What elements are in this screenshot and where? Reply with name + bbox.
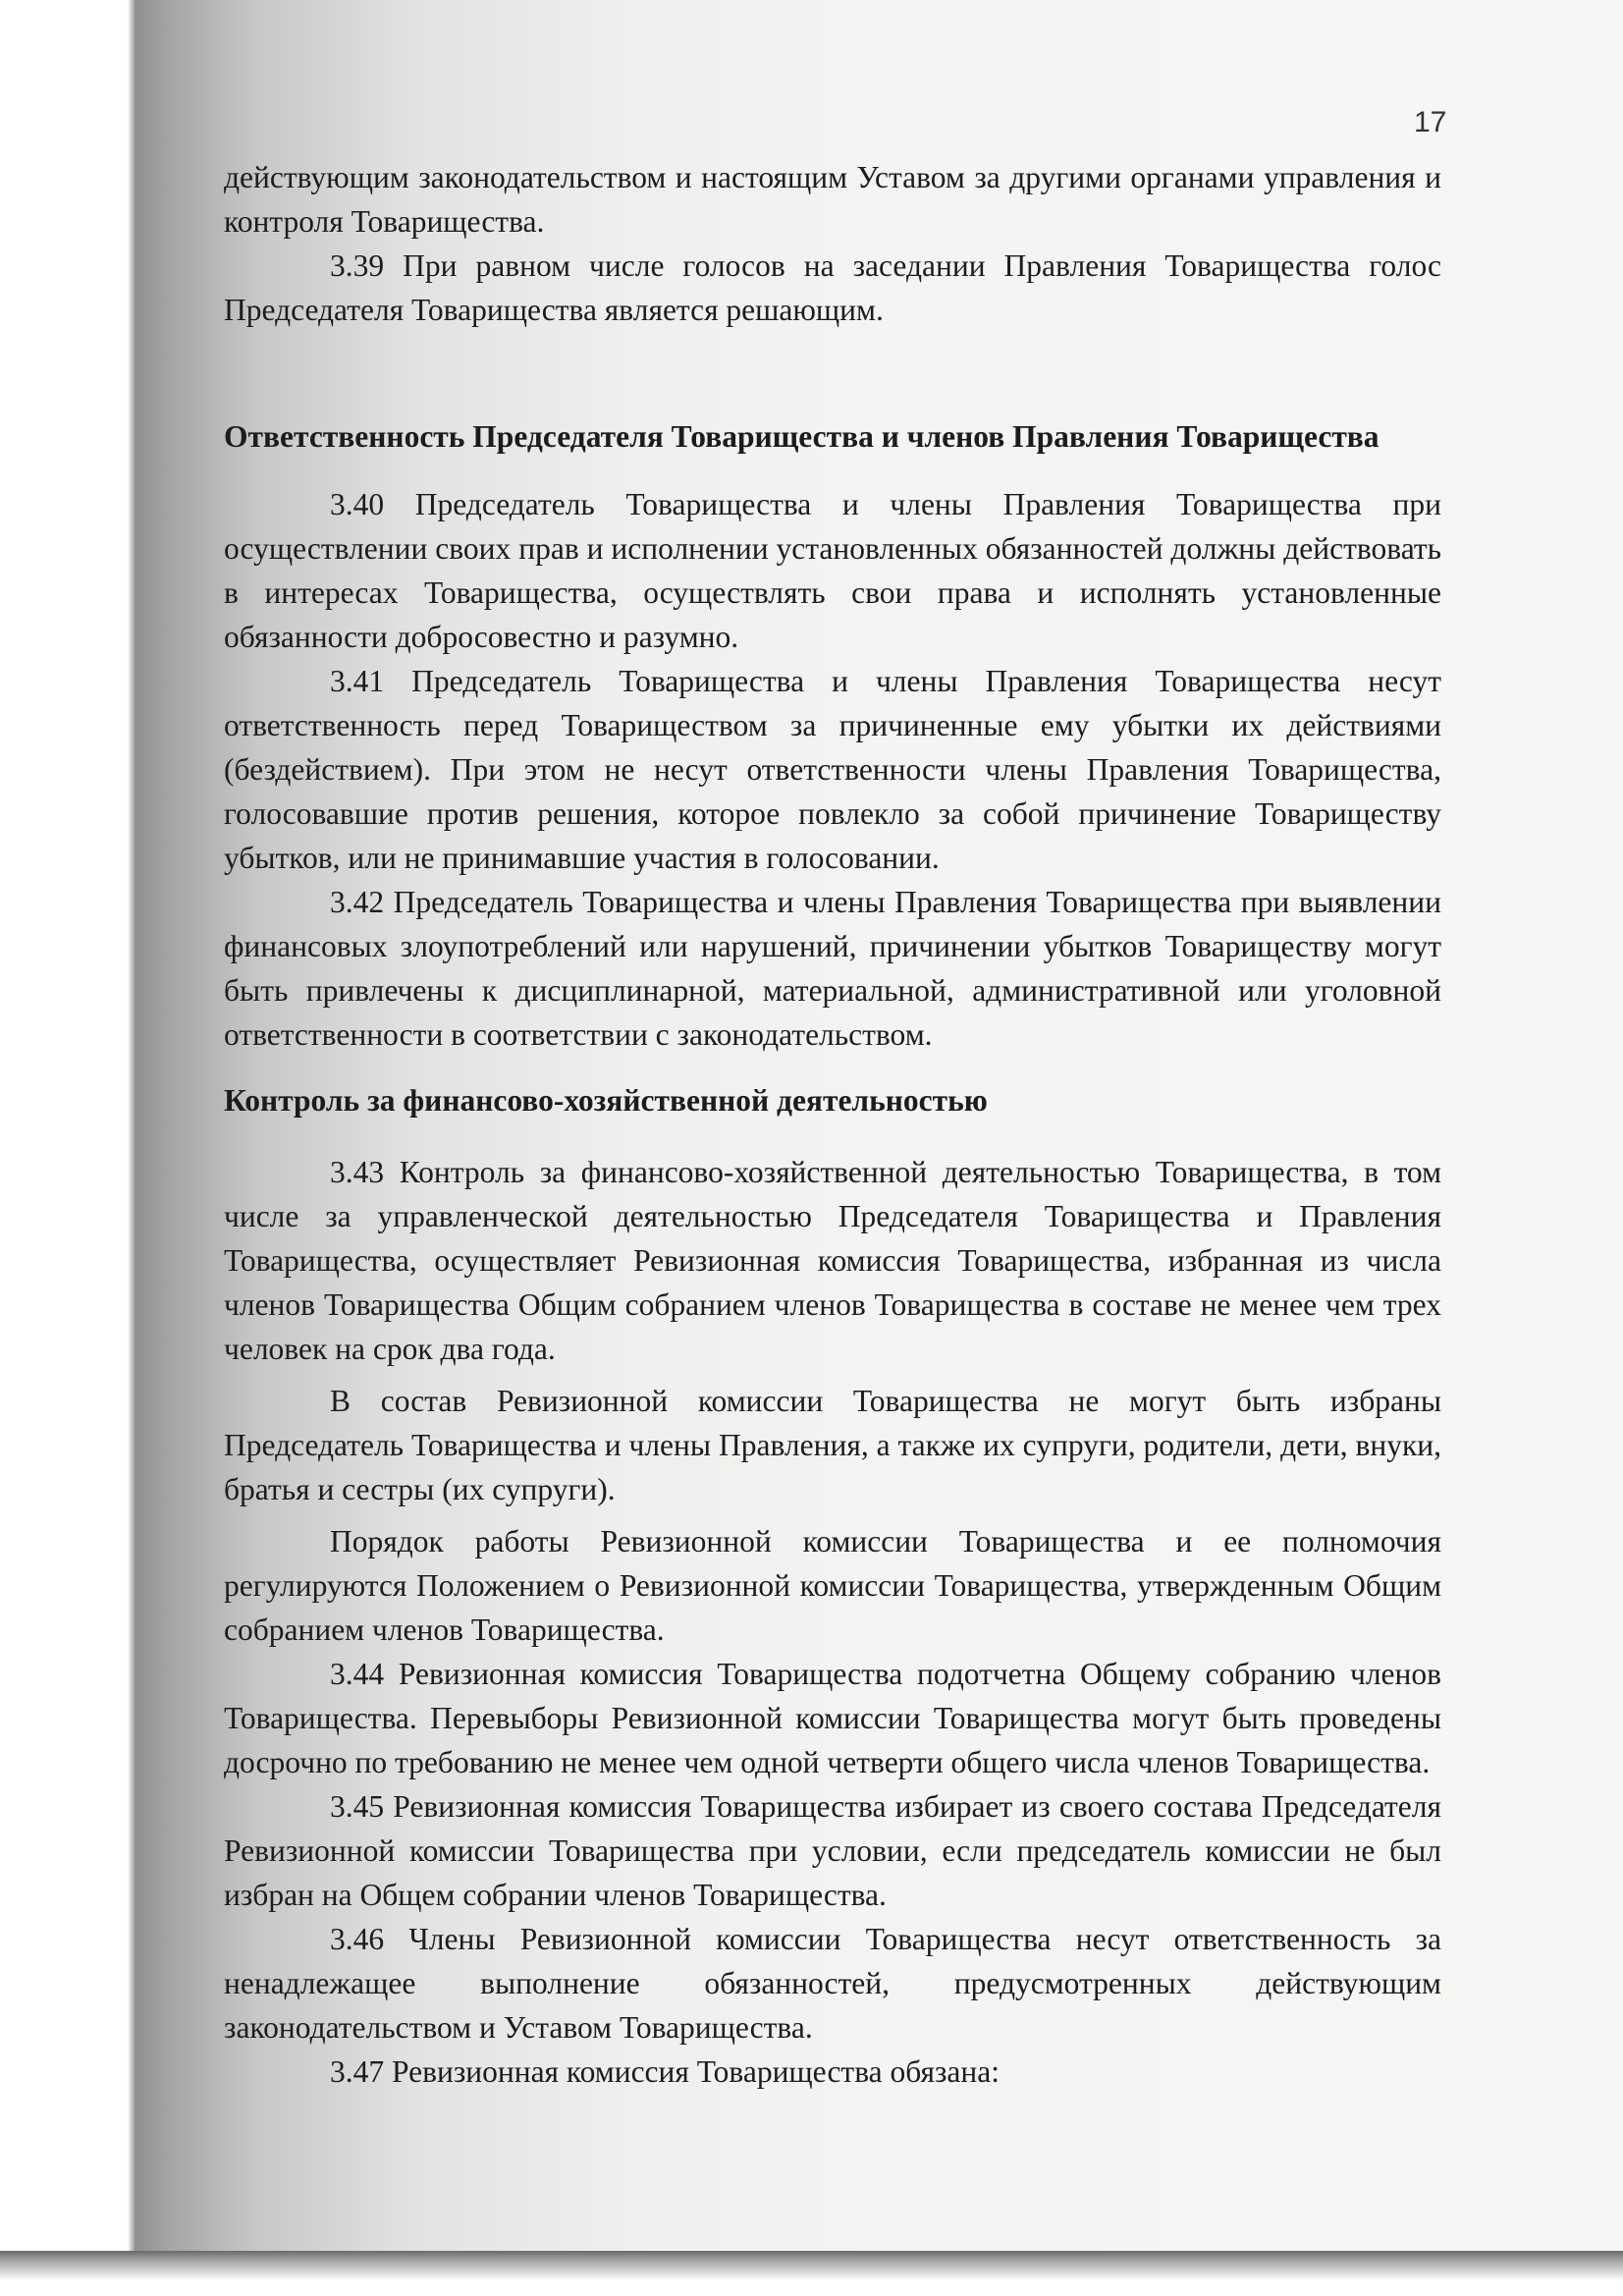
paragraph-3-42: 3.42 Председатель Товарищества и члены Правления Товарищества при выявлении финансовых злоупотреблений или нарушений, причинении убытков Товариществу могут быть привлечены к дисциплинарной, материальной, административной или уголовной ответственности в соответствии с законодательством. xyxy=(224,885,1441,1052)
section-heading-control: Контроль за финансово-хозяйственной деятельностью xyxy=(224,1083,988,1118)
paragraph-3-46: 3.46 Члены Ревизионной комиссии Товарищества несут ответственность за ненадлежащее выполнение обязанностей, предусмотренных действующим законодательством и Уставом Товарищества. xyxy=(224,1922,1441,2045)
paragraph-3-47: 3.47 Ревизионная комиссия Товарищества обязана: xyxy=(330,2054,1001,2089)
paragraph-3-45: 3.45 Ревизионная комиссия Товарищества избирает из своего состава Председателя Ревизионной комиссии Товарищества при условии, если председатель комиссии не был избран на Общем собрании членов Товарищества. xyxy=(224,1789,1441,1912)
paragraph-continuation: действующим законодательством и настоящим Уставом за другими органами управления и контроля Товарищества. xyxy=(224,160,1441,239)
paragraph-3-44: 3.44 Ревизионная комиссия Товарищества подотчетна Общему собранию членов Товарищества. Перевыборы Ревизионной комиссии Товарищества могут быть проведены досрочно по требованию не менее чем одной четверти общего числа членов Товарищества. xyxy=(224,1657,1441,1779)
section-heading-responsibility: Ответственность Председателя Товарищества и членов Правления Товарищества xyxy=(224,419,1380,454)
paragraph-3-43-composition: В состав Ревизионной комиссии Товарищества не могут быть избраны Председатель Товарищества и члены Правления, а также их супруги, родители, дети, внуки, братья и сестры (их супруги). xyxy=(224,1384,1441,1506)
document-body xyxy=(224,155,1441,2094)
paragraph-3-43: 3.43 Контроль за финансово-хозяйственной деятельностью Товарищества, в том числе за управленческой деятельностью Председателя Товарищества и Правления Товарищества, осуществляет Ревизионная комиссия Товарищества, избранная из числа членов Товарищества Общим собранием членов Товарищества в составе не менее чем трех человек на срок два года. xyxy=(224,1155,1441,1366)
paragraph-3-40: 3.40 Председатель Товарищества и члены Правления Товарищества при осуществлении своих прав и исполнении установленных обязанностей должны действовать в интересах Товарищества, осуществлять свои права и исполнять установленные обязанности добросовестно и разумно. xyxy=(224,487,1441,654)
paragraph-3-41: 3.41 Председатель Товарищества и члены Правления Товарищества несут ответственность перед Товариществом за причиненные ему убытки их действиями (бездействием). При этом не несут ответственности члены Правления Товарищества, голосовавшие против решения, которое повлекло за собой причинение Товариществу убытков, или не принимавшие участия в голосовании. xyxy=(224,664,1441,875)
paragraph-3-39: 3.39 При равном числе голосов на заседании Правления Товарищества голос Председателя Товарищества является решающим. xyxy=(224,248,1441,327)
paragraph-3-43-procedure: Порядок работы Ревизионной комиссии Товарищества и ее полномочия регулируются Положением о Ревизионной комиссии Товарищества, утвержденным Общим собранием членов Товарищества. xyxy=(224,1524,1441,1647)
page-number: 17 xyxy=(1414,106,1447,138)
